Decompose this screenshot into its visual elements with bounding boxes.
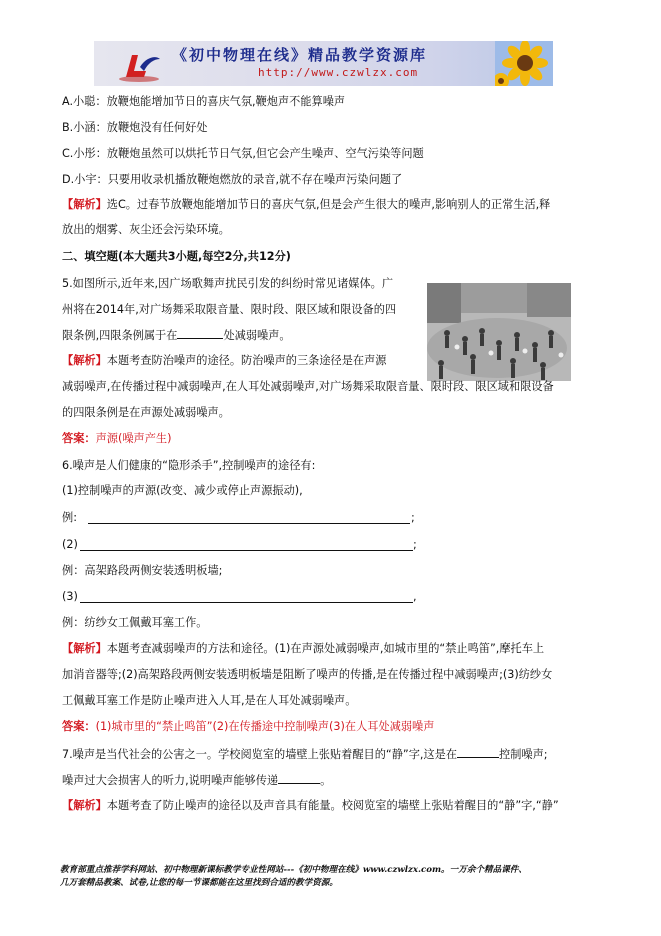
q5-line3-text: 限条例,四限条例属于在: [62, 329, 178, 342]
analysis-label: 【解析】: [62, 799, 107, 812]
q6-example3: 例：纺纱女工佩戴耳塞工作。: [62, 616, 208, 629]
q6-blank2[interactable]: [80, 550, 413, 551]
header-banner: [94, 41, 553, 86]
q6-line1: 6.噪声是人们健康的“隐形杀手”,控制噪声的途径有:: [62, 459, 316, 472]
q5-blank[interactable]: [177, 327, 223, 339]
q7-line2-text: 噪声过大会损害人的听力,说明噪声能够传递: [62, 774, 279, 787]
footer-line2: 几万套精品教案、试卷,让您的每一节课都能在这里找到合适的教学资源。: [60, 878, 338, 888]
q6-analysis-line2: 加消音器等;(2)高架路段两侧安装透明板墙是阻断了噪声的传播,是在传播过程中减弱噪声;(3)纺纱女: [62, 668, 553, 681]
q7-blank2[interactable]: [278, 772, 320, 784]
q6-analysis-line1: [62, 641, 544, 657]
answer-text: 声源(噪声产生): [95, 432, 172, 445]
section-title: 二、填空题(本大题共3小题,每空2分,共12分): [62, 250, 291, 263]
analysis-label: 【解析】: [62, 642, 107, 655]
sunflower-icon: [495, 41, 553, 86]
q6-blank1-end: ;: [411, 511, 415, 524]
q5-line3: [62, 327, 291, 344]
q7-blank1[interactable]: [457, 746, 499, 758]
q7-line1: [62, 746, 548, 763]
q4-option-d: D.小宇：只要用收录机播放鞭炮燃放的录音,就不存在噪声污染问题了: [62, 173, 403, 186]
banner-url[interactable]: http://www.czwlzx.com: [258, 66, 419, 79]
analysis-text: 本题考查减弱噪声的方法和途径。(1)在声源处减弱噪声,如城市里的“禁止鸣笛”,摩托车上: [106, 642, 545, 655]
q4-option-c: C.小彤：放鞭炮虽然可以烘托节日气氛,但它会产生噪声、空气污染等问题: [62, 147, 424, 160]
q5-line2: 州将在2014年,对广场舞采取限音量、限时段、限区域和限设备的四: [62, 303, 397, 316]
q6-blank3-end: ,: [413, 590, 417, 603]
analysis-text: 选C。过春节放鞭炮能增加节日的喜庆气氛,但是会产生很大的噪声,影响别人的正常生活,释: [106, 198, 551, 211]
q6-example1-label: 例:: [62, 511, 77, 524]
q6-answer: [62, 719, 434, 735]
q5-analysis-line3: 的四限条例是在声源处减弱噪声。: [62, 406, 230, 419]
analysis-text: 本题考查了防止噪声的途径以及声音具有能量。校阅览室的墙壁上张贴着醒目的“静”字,“静”: [106, 799, 559, 812]
q6-blank3-label: (3): [62, 590, 78, 603]
q6-blank1[interactable]: [88, 523, 410, 524]
q6-blank2-label: (2): [62, 538, 78, 551]
q6-blank3[interactable]: [80, 602, 413, 603]
q7-analysis-line1: [62, 798, 559, 814]
analysis-text: 本题考查防治噪声的途径。防治噪声的三条途径是在声源: [106, 354, 387, 367]
site-logo-icon: [116, 45, 162, 83]
q7-line2-tail: 。: [320, 774, 332, 787]
q6-blank2-end: ;: [413, 538, 417, 551]
answer-text: (1)城市里的“禁止鸣笛”(2)在传播途中控制噪声(3)在人耳处减弱噪声: [95, 720, 435, 733]
footer-line1: 教育部重点推荐学科网站、初中物理新课标教学专业性网站---《初中物理在线》www.czwlzx.com。一万余个精品课件、: [60, 865, 527, 875]
q5-line3-tail: 处减弱噪声。: [223, 329, 291, 342]
q4-analysis-line2: 放出的烟雾、灰尘还会污染环境。: [62, 223, 230, 236]
analysis-label: 【解析】: [62, 198, 107, 211]
answer-label: 答案：: [62, 432, 96, 445]
q7-line1-text: 7.噪声是当代社会的公害之一。学校阅览室的墙壁上张贴着醒目的“静”字,这是在: [62, 748, 458, 761]
q6-analysis-line3: 工佩戴耳塞工作是防止噪声进入人耳,是在人耳处减弱噪声。: [62, 694, 357, 707]
analysis-label: 【解析】: [62, 354, 107, 367]
q6-example2: 例：高架路段两侧安装透明板墙;: [62, 564, 223, 577]
q4-option-b: B.小涵：放鞭炮没有任何好处: [62, 121, 208, 134]
answer-label: 答案：: [62, 720, 96, 733]
banner-title: 《初中物理在线》精品教学资源库: [172, 46, 428, 64]
q5-analysis-line1: [62, 353, 386, 369]
q5-line1: 5.如图所示,近年来,因广场歌舞声扰民引发的纠纷时常见诸媒体。广: [62, 277, 394, 290]
q7-line2: [62, 772, 331, 789]
q4-option-a: A.小聪：放鞭炮能增加节日的喜庆气氛,鞭炮声不能算噪声: [62, 95, 346, 108]
q7-line1-tail: 控制噪声;: [499, 748, 548, 761]
q5-answer: [62, 431, 171, 447]
q6-line2: (1)控制噪声的声源(改变、减少或停止声源振动),: [62, 484, 303, 497]
q4-analysis-line1: [62, 197, 550, 213]
q5-analysis-line2: 减弱噪声,在传播过程中减弱噪声,在人耳处减弱噪声,对广场舞采取限音量、限时段、限区域和限设备: [62, 380, 554, 393]
square-dance-photo: [427, 283, 571, 381]
